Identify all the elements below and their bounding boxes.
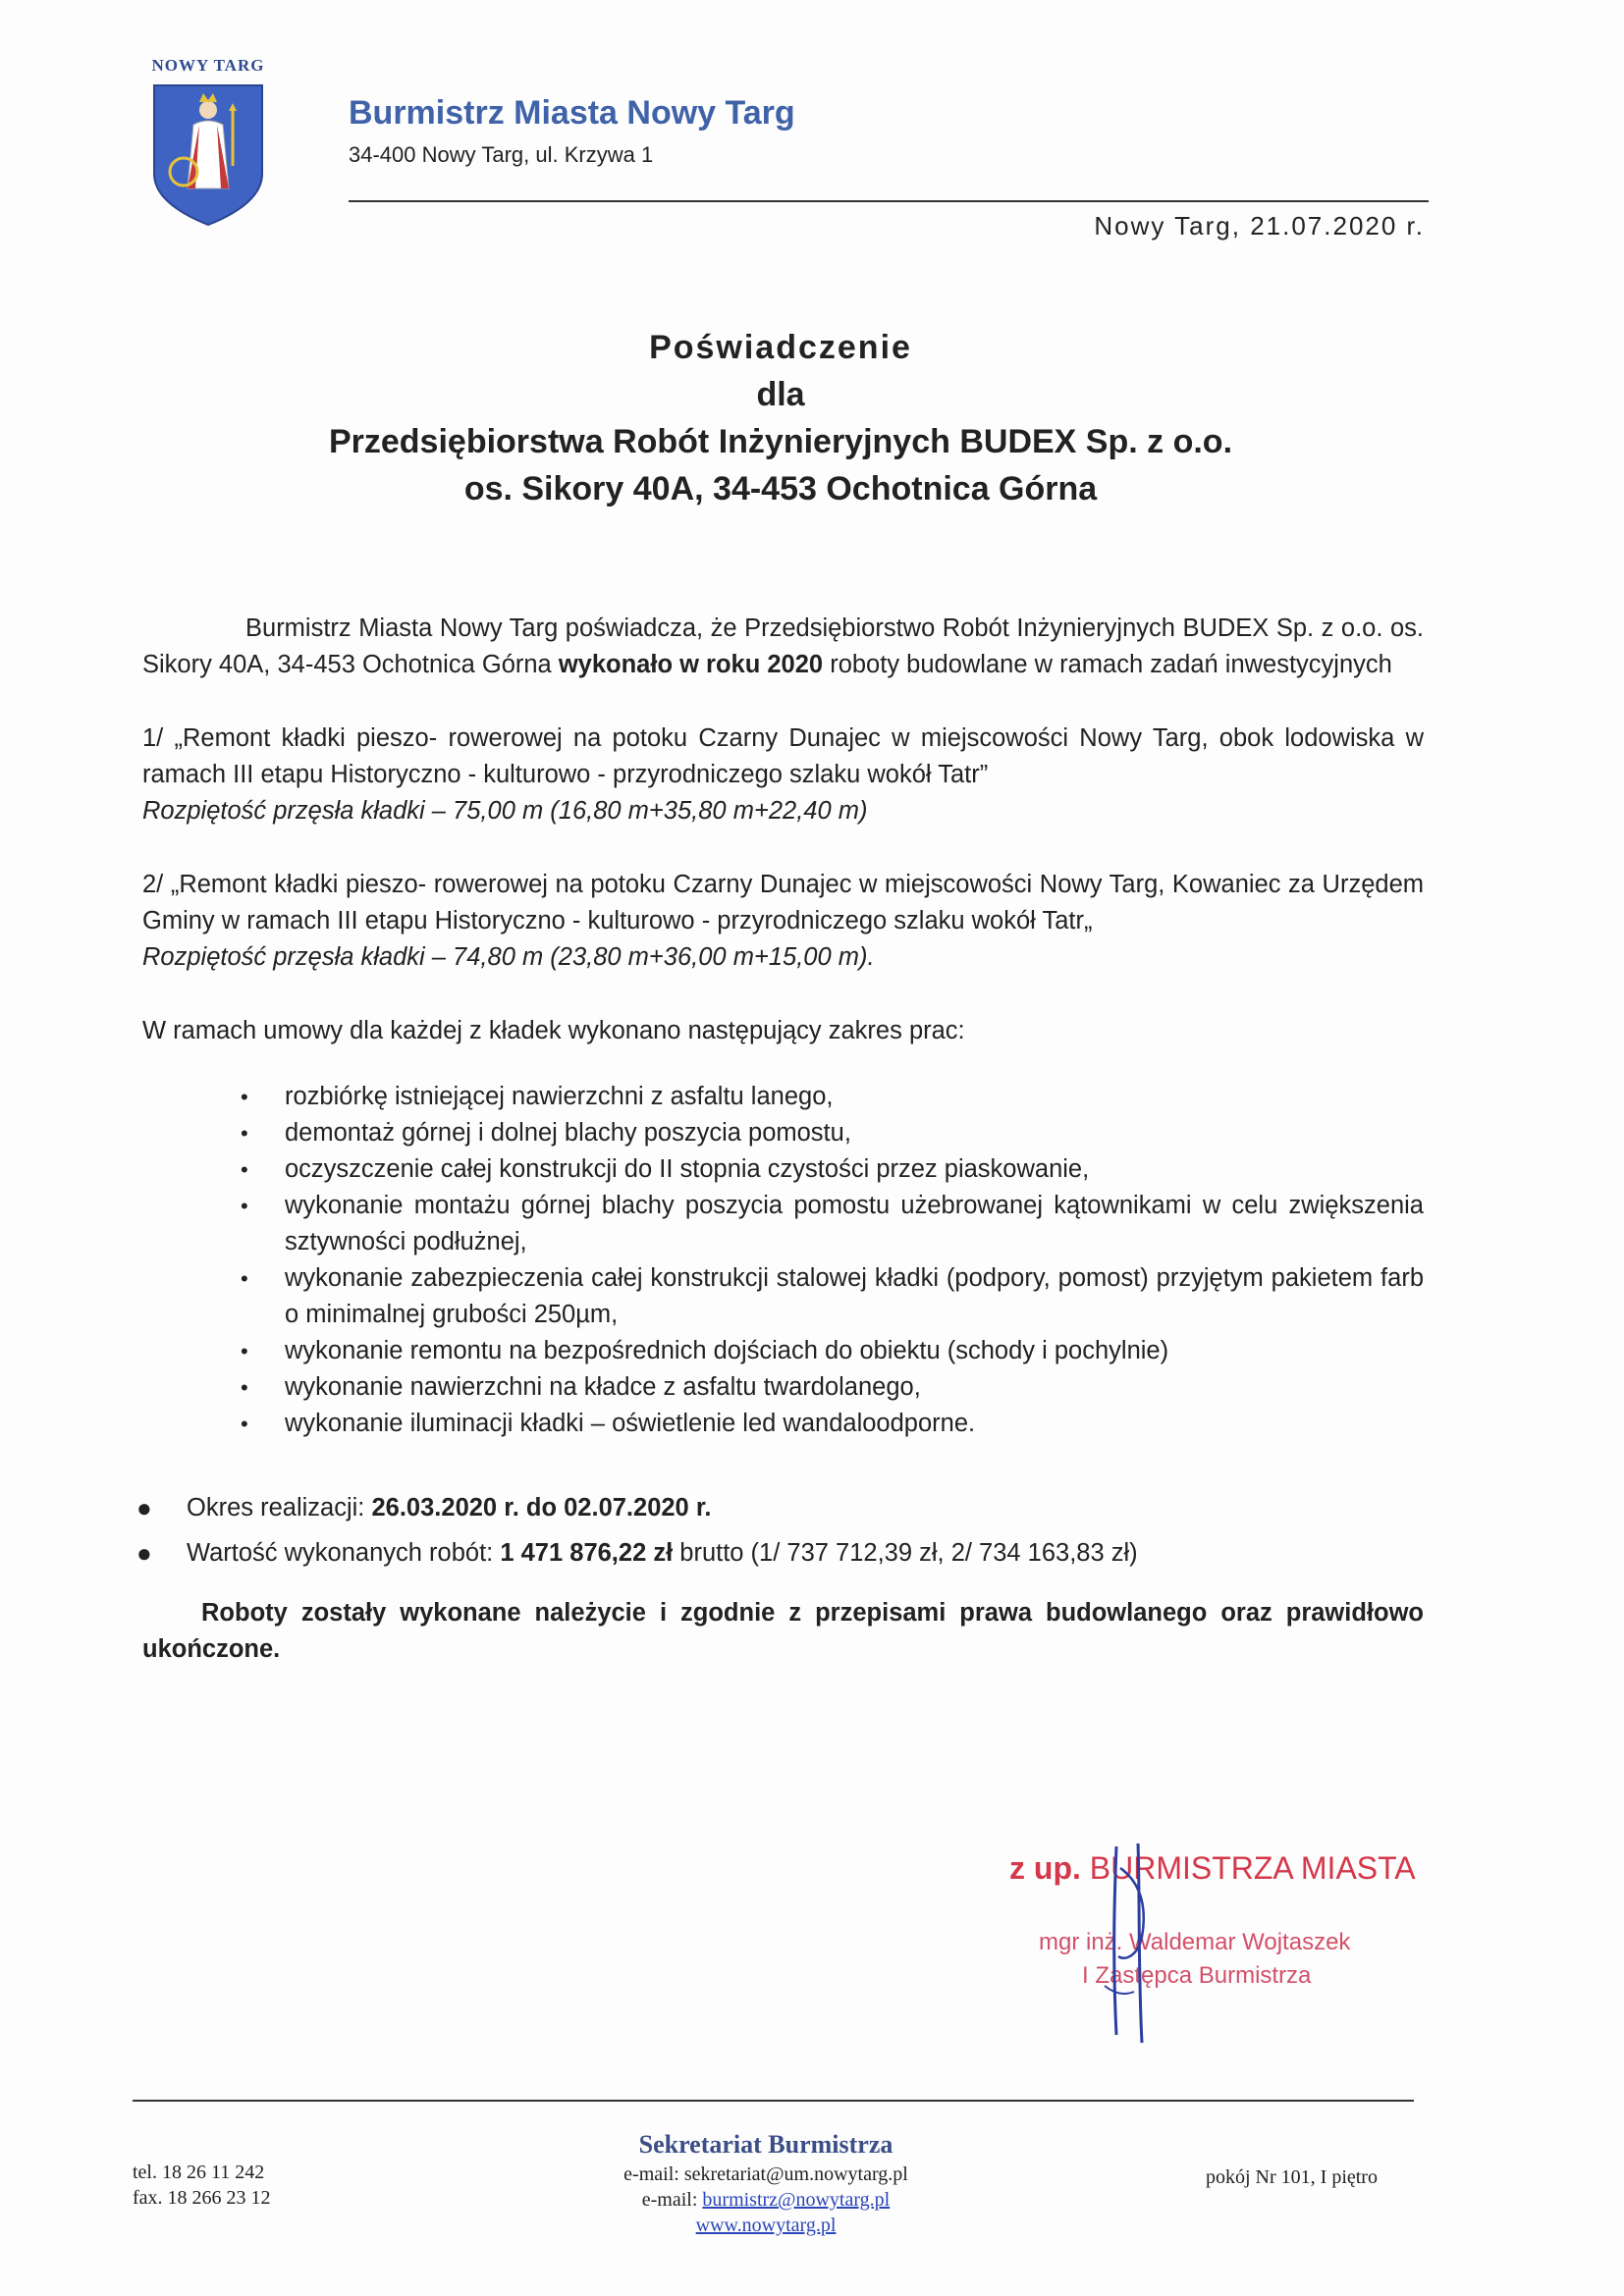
crest-label: NOWY TARG [151, 56, 265, 75]
stamp-prefix: z up. [1009, 1850, 1081, 1886]
header-divider [349, 200, 1429, 202]
footer-email-2-link[interactable]: burmistrz@nowytarg.pl [702, 2189, 891, 2211]
list-item [241, 1260, 1424, 1333]
project-2 [142, 867, 1424, 976]
document-date: Nowy Targ, 21.07.2020 r. [1094, 211, 1425, 240]
handwritten-signature [1095, 1839, 1173, 2045]
footer-divider [133, 2100, 1414, 2102]
scope-item-text: demontaż górnej i dolnej blachy poszycia pomostu, [285, 1119, 851, 1147]
scope-item-text: rozbiórkę istniejącej nawierzchni z asfaltu lanego, [285, 1083, 834, 1110]
stamp-role: I Zastępca Burmistrza [1082, 1962, 1312, 1989]
bullet-icon: ● [136, 1538, 152, 1568]
project-2-span: Rozpiętość przęsła kładki – 74,80 m (23,80 m+36,00 m+15,00 m). [142, 943, 875, 971]
scope-item-text: wykonanie remontu na bezpośrednich dojściach do obiektu (schody i pochylnie) [285, 1337, 1169, 1364]
value-amount: 1 471 876,22 zł [500, 1539, 674, 1567]
stamp-title [1009, 1850, 1416, 1887]
coat-of-arms-icon [150, 56, 266, 229]
final-statement: Roboty zostały wykonane należycie i zgodnie z przepisami prawa budowlanego oraz prawidłowo ukończone. [142, 1599, 1424, 1663]
issuer-title: Burmistrz Miasta Nowy Targ [349, 94, 795, 132]
document-title [137, 324, 1424, 512]
value-detail: brutto (1/ 737 712,39 zł, 2/ 734 163,83 zł) [679, 1539, 1138, 1567]
scope-intro: W ramach umowy dla każdej z kładek wykonano następujący zakres prac: [142, 1017, 965, 1044]
intro-text-b: roboty budowlane w ramach zadań inwestycyjnych [830, 651, 1392, 678]
title-line-2: dla [756, 376, 805, 413]
bullet-icon: ● [136, 1493, 152, 1522]
footer-secretariat [491, 2128, 1041, 2238]
bullet-icon: • [241, 1412, 248, 1436]
project-2-text: 2/ „Remont kładki pieszo- rowerowej na potoku Czarny Dunajec w miejscowości Nowy Targ, Kowaniec za Urzędem Gminy w ramach III etapu Historyczno - kulturowo - przyrodniczego szlaku wokół Tatr„ [142, 871, 1424, 934]
bullet-icon: • [241, 1121, 248, 1146]
list-item [241, 1188, 1424, 1260]
bullet-icon: • [241, 1085, 248, 1109]
list-item [241, 1115, 1424, 1151]
footer-contact-phones [133, 2160, 271, 2211]
title-line-1: Poświadczenie [649, 329, 912, 366]
bullet-icon: • [241, 1339, 248, 1363]
bullet-icon: • [241, 1157, 248, 1182]
list-item [241, 1151, 1424, 1188]
period-label: Okres realizacji: [187, 1494, 365, 1522]
bullet-icon: • [241, 1375, 248, 1400]
footer-email-2-label: e-mail: [641, 2189, 698, 2211]
summary-period [136, 1485, 1424, 1530]
intro-text-a: Burmistrz Miasta Nowy Targ poświadcza, że Przedsiębiorstwo Robót Inżynieryjnych BUDEX Sp. z o.o. os. Sikory 40A, 34-453 Ochotnica Górna [142, 614, 1424, 678]
scope-item-text: oczyszczenie całej konstrukcji do II stopnia czystości przez piaskowanie, [285, 1155, 1090, 1183]
summary-list [136, 1485, 1424, 1575]
scope-item-text: wykonanie montażu górnej blachy poszycia pomostu użebrowanej kątownikami w celu zwiększenia sztywności podłużnej, [285, 1192, 1424, 1255]
scope-item-text: wykonanie iluminacji kładki – oświetlenie led wandaloodporne. [285, 1410, 976, 1437]
document-body [136, 611, 1424, 1693]
list-item [241, 1406, 1424, 1442]
stamp-office: BURMISTRZA MIASTA [1089, 1850, 1416, 1886]
footer-fax: fax. 18 266 23 12 [133, 2187, 271, 2209]
list-item [241, 1369, 1424, 1406]
bullet-icon: • [241, 1194, 248, 1218]
footer-email-1: e-mail: sekretariat@um.nowytarg.pl [623, 2163, 908, 2185]
project-1 [142, 721, 1424, 829]
city-crest [150, 56, 266, 229]
footer-website-link[interactable]: www.nowytarg.pl [695, 2215, 837, 2236]
bullet-icon: • [241, 1266, 248, 1291]
official-stamp [1001, 1850, 1414, 2056]
project-1-span: Rozpiętość przęsła kładki – 75,00 m (16,80 m+35,80 m+22,40 m) [142, 797, 868, 825]
summary-value [136, 1530, 1424, 1575]
project-1-text: 1/ „Remont kładki pieszo- rowerowej na potoku Czarny Dunajec w miejscowości Nowy Targ, obok lodowiska w ramach III etapu Historyczno - kulturowo - przyrodniczego szlaku wokół Tatr” [142, 724, 1424, 788]
issuer-address: 34-400 Nowy Targ, ul. Krzywa 1 [349, 142, 654, 167]
scope-list [142, 1079, 1424, 1442]
list-item [241, 1333, 1424, 1369]
footer-email-2-row [491, 2187, 1041, 2213]
footer-room: pokój Nr 101, I piętro [1206, 2166, 1378, 2188]
footer-tel: tel. 18 26 11 242 [133, 2162, 265, 2183]
footer-office-title: Sekretariat Burmistrza [638, 2130, 893, 2159]
scope-item-text: wykonanie nawierzchni na kładce z asfaltu twardolanego, [285, 1373, 921, 1401]
list-item [241, 1079, 1424, 1115]
period-value: 26.03.2020 r. do 02.07.2020 r. [371, 1494, 712, 1522]
footer-website-row [491, 2213, 1041, 2238]
scope-item-text: wykonanie zabezpieczenia całej konstrukcji stalowej kładki (podpory, pomost) przyjętym pakietem farb o minimalnej grubości 250µm, [285, 1264, 1424, 1328]
title-line-4: os. Sikory 40A, 34-453 Ochotnica Górna [463, 470, 1098, 507]
intro-bold: wykonało w roku 2020 [558, 651, 824, 678]
stamp-name: mgr inż. Waldemar Wojtaszek [1039, 1929, 1351, 1955]
value-label: Wartość wykonanych robót: [187, 1539, 494, 1567]
title-line-3: Przedsiębiorstwa Robót Inżynieryjnych BUDEX Sp. z o.o. [328, 423, 1233, 460]
intro-paragraph [142, 611, 1424, 683]
